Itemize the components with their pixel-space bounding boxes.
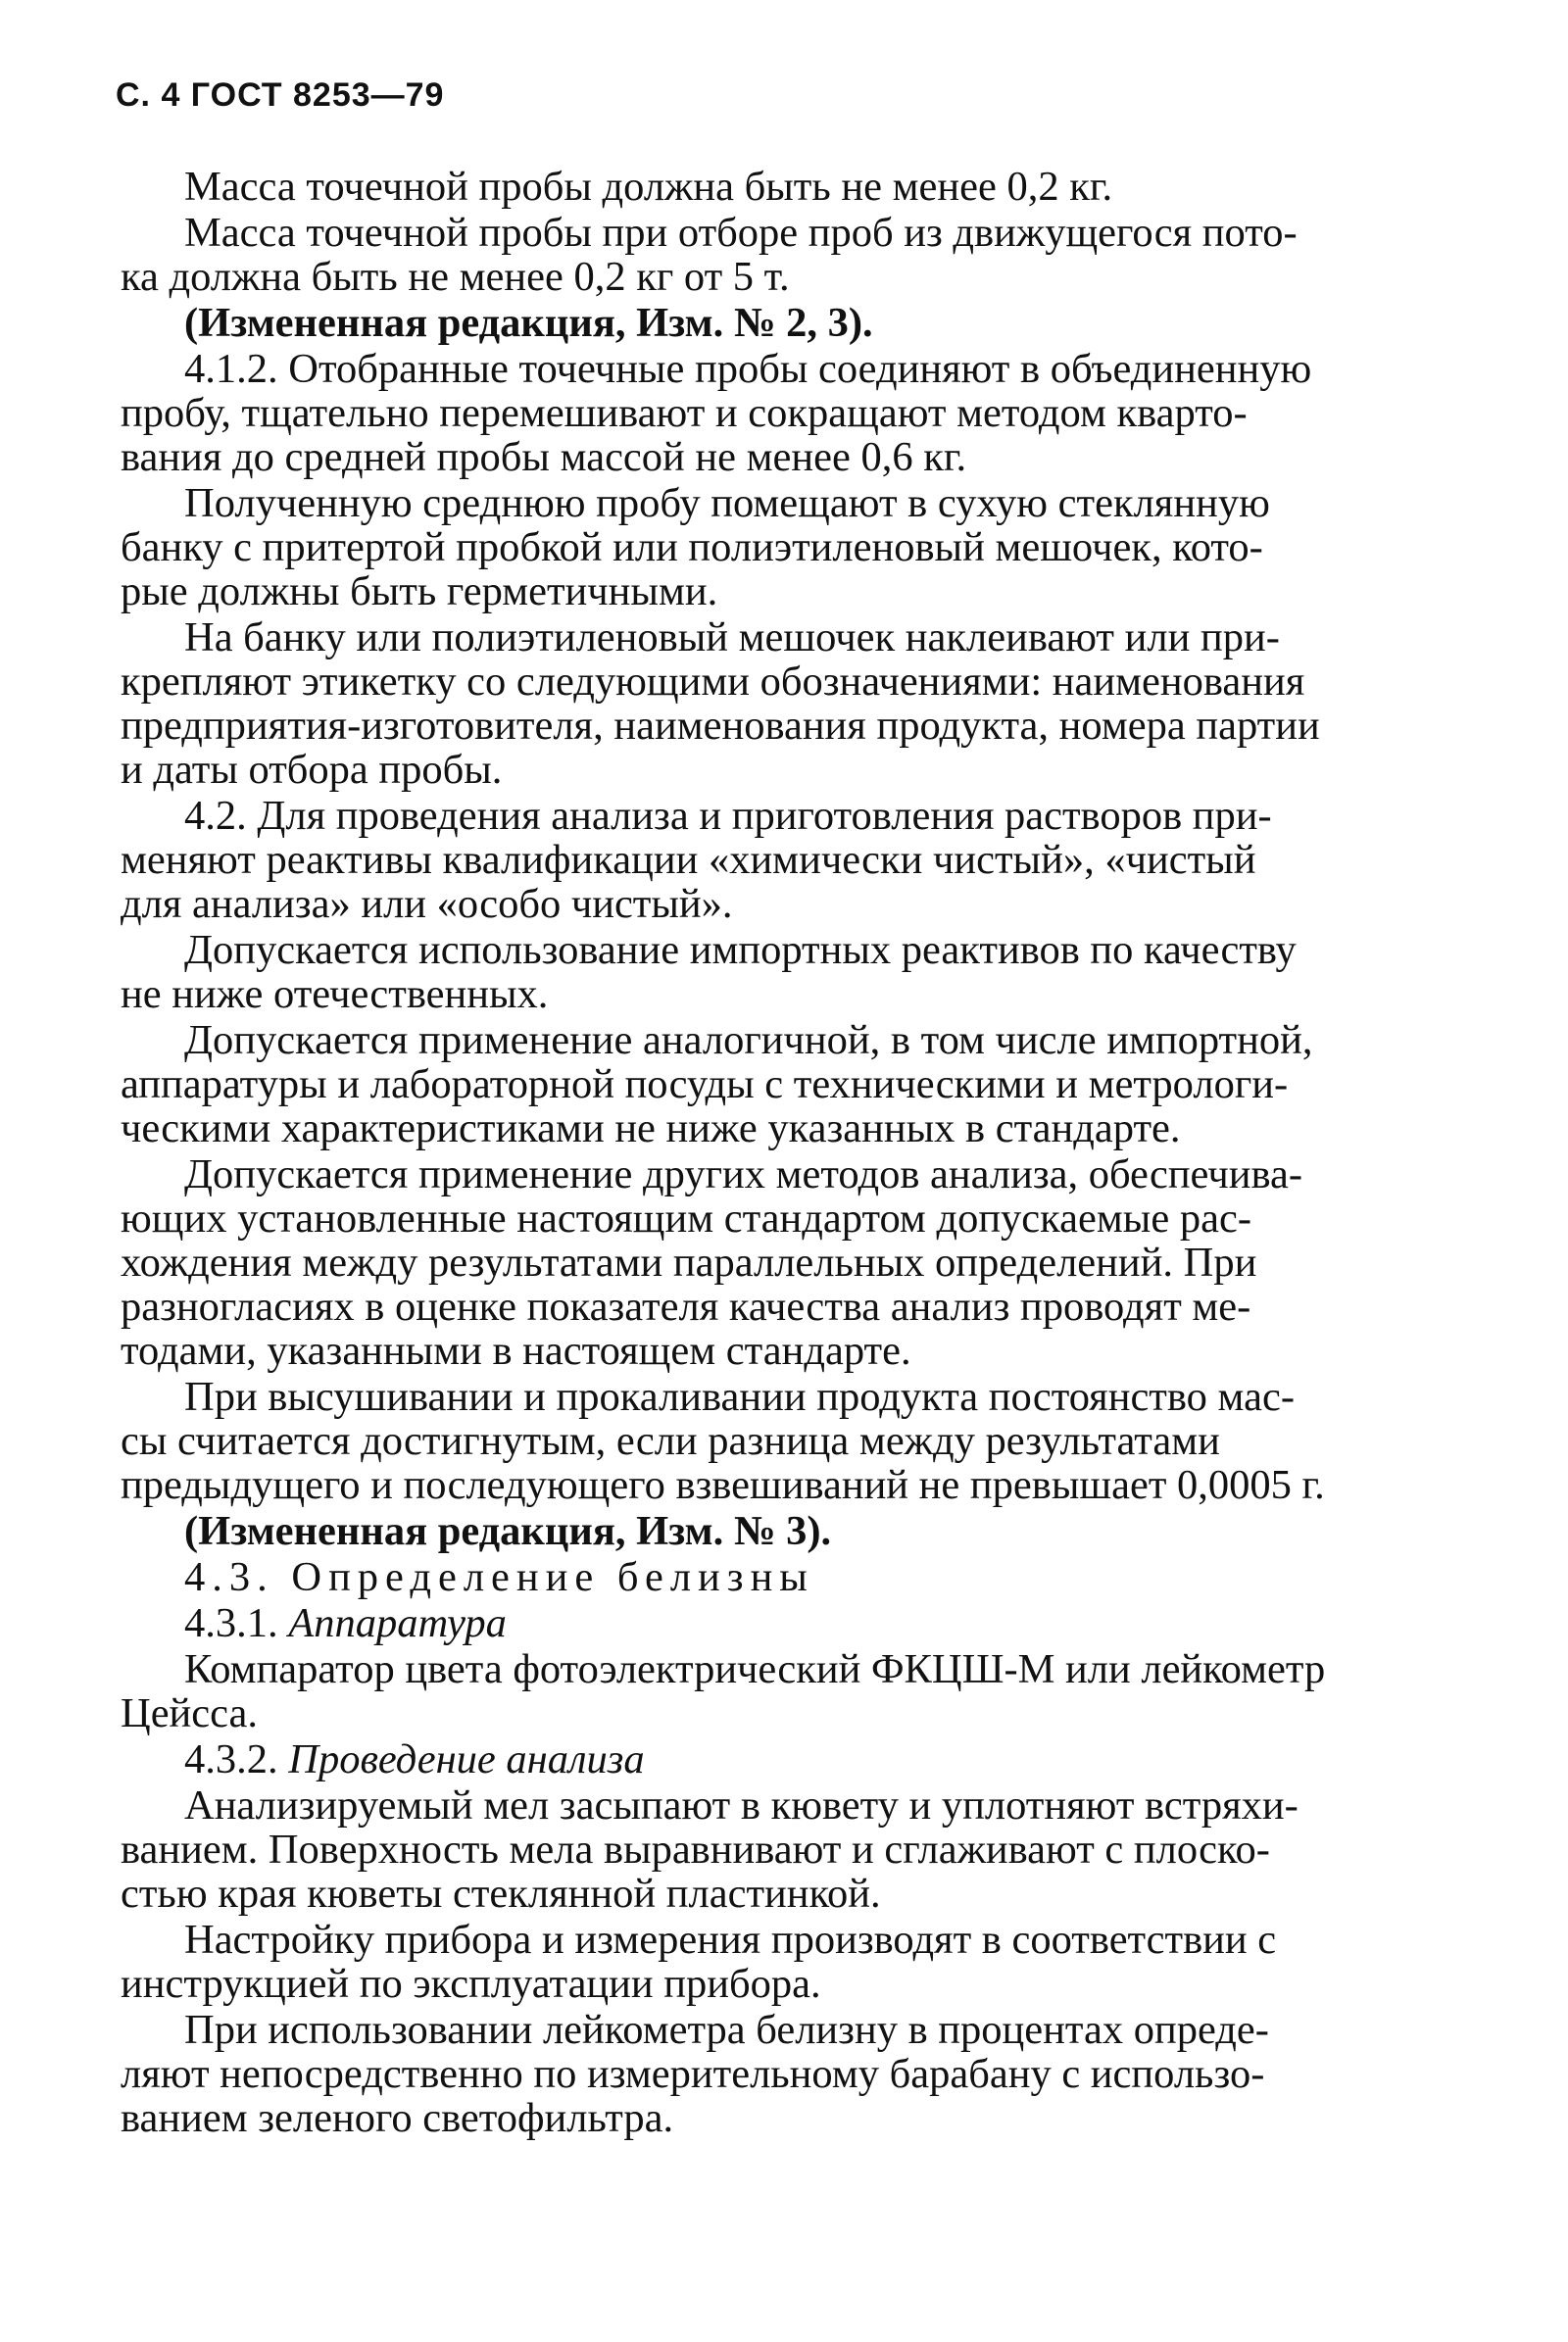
text-line: вания до средней пробы массой не менее 0,6 кг. [121, 434, 967, 480]
text-line: При высушивании и прокаливании продукта постоянство мас- [184, 1374, 1296, 1420]
page-header: С. 4 ГОСТ 8253—79 [116, 76, 445, 114]
text-line: (Измененная редакция, Изм. № 2, 3). [184, 300, 873, 346]
text-line: Допускается применение аналогичной, в том числе импортной, [184, 1017, 1313, 1063]
text-line: банку с притертой пробкой или полиэтиленовый мешочек, кото- [121, 524, 1263, 570]
text-line: На банку или полиэтиленовый мешочек наклеивают или при- [184, 614, 1280, 660]
text-line: предыдущего и последующего взвешиваний не превышает 0,0005 г. [121, 1462, 1325, 1508]
text-line: Допускается использование импортных реактивов по качеству [184, 927, 1297, 973]
text-line: При использовании лейкометра белизну в процентах опреде- [184, 2007, 1269, 2053]
text-line: рые должны быть герметичными. [121, 568, 718, 614]
text-line: ляют непосредственно по измерительному барабану с использо- [121, 2051, 1265, 2097]
text-line: предприятия-изготовителя, наименования продукта, номера партии [121, 703, 1320, 749]
text-line: 4.3. Определение белизны [184, 1554, 814, 1600]
document-body [121, 164, 1478, 2141]
text-line: крепляют этикетку со следующими обозначениями: наименования [121, 659, 1305, 705]
text-line: Настройку прибора и измерения производят в соответствии с [184, 1917, 1277, 1963]
text-line: Компаратор цвета фотоэлектрический ФКЦШ-М или лейкометр [184, 1646, 1326, 1692]
text-line: 4.1.2. Отобранные точечные пробы соединяют в объединенную [184, 346, 1312, 392]
text-line: хождения между результатами параллельных определений. При [121, 1240, 1257, 1286]
text-line: Цейсса. [121, 1690, 259, 1736]
text-line: для анализа» или «особо чистый». [121, 881, 733, 927]
text-line: стью края кюветы стеклянной пластинкой. [121, 1871, 881, 1917]
text-line: сы считается достигнутым, если разница между результатами [121, 1418, 1220, 1464]
text-line: ческими характеристиками не ниже указанных в стандарте. [121, 1105, 1181, 1151]
text-line: ванием зеленого светофильтра. [121, 2095, 674, 2141]
text-line: ванием. Поверхность мела выравнивают и сглаживают с плоско- [121, 1827, 1270, 1873]
text-line: ющих установленные настоящим стандартом допускаемые рас- [121, 1195, 1251, 1242]
section-number: 4.3.2. [184, 1736, 289, 1782]
text-line [184, 1601, 1478, 1645]
text-line: Допускается применение других методов анализа, обеспечива- [184, 1151, 1303, 1197]
text-line: ка должна быть не менее 0,2 кг от 5 т. [121, 254, 790, 300]
text-line [184, 1737, 1478, 1781]
text-line: Масса точечной пробы при отборе проб из движущегося пото- [184, 210, 1298, 256]
text-line: 4.2. Для проведения анализа и приготовления растворов при- [184, 793, 1272, 839]
section-title: Проведение анализа [288, 1736, 645, 1782]
text-line: (Измененная редакция, Изм. № 3). [184, 1508, 832, 1554]
text-line: пробу, тщательно перемешивают и сокращают методом кварто- [121, 390, 1248, 436]
text-line: меняют реактивы квалификации «химически чистый», «чистый [121, 837, 1256, 883]
text-line: разногласиях в оценке показателя качества анализ проводят ме- [121, 1284, 1251, 1330]
text-line: Масса точечной пробы должна быть не менее 0,2 кг. [184, 164, 1113, 210]
text-line: не ниже отечественных. [121, 971, 549, 1017]
text-line: Анализируемый мел засыпают в кювету и уплотняют встряхи- [184, 1782, 1298, 1829]
section-number: 4.3.1. [184, 1600, 289, 1646]
text-line: тодами, указанными в настоящем стандарте. [121, 1328, 911, 1374]
text-line: инструкцией по эксплуатации прибора. [121, 1961, 821, 2007]
section-title: Аппаратура [288, 1600, 507, 1646]
text-line: аппаратуры и лабораторной посуды с техническими и метрологи- [121, 1061, 1289, 1107]
text-line: и даты отбора пробы. [121, 747, 503, 793]
text-line: Полученную среднюю пробу помещают в сухую стеклянную [184, 480, 1270, 526]
